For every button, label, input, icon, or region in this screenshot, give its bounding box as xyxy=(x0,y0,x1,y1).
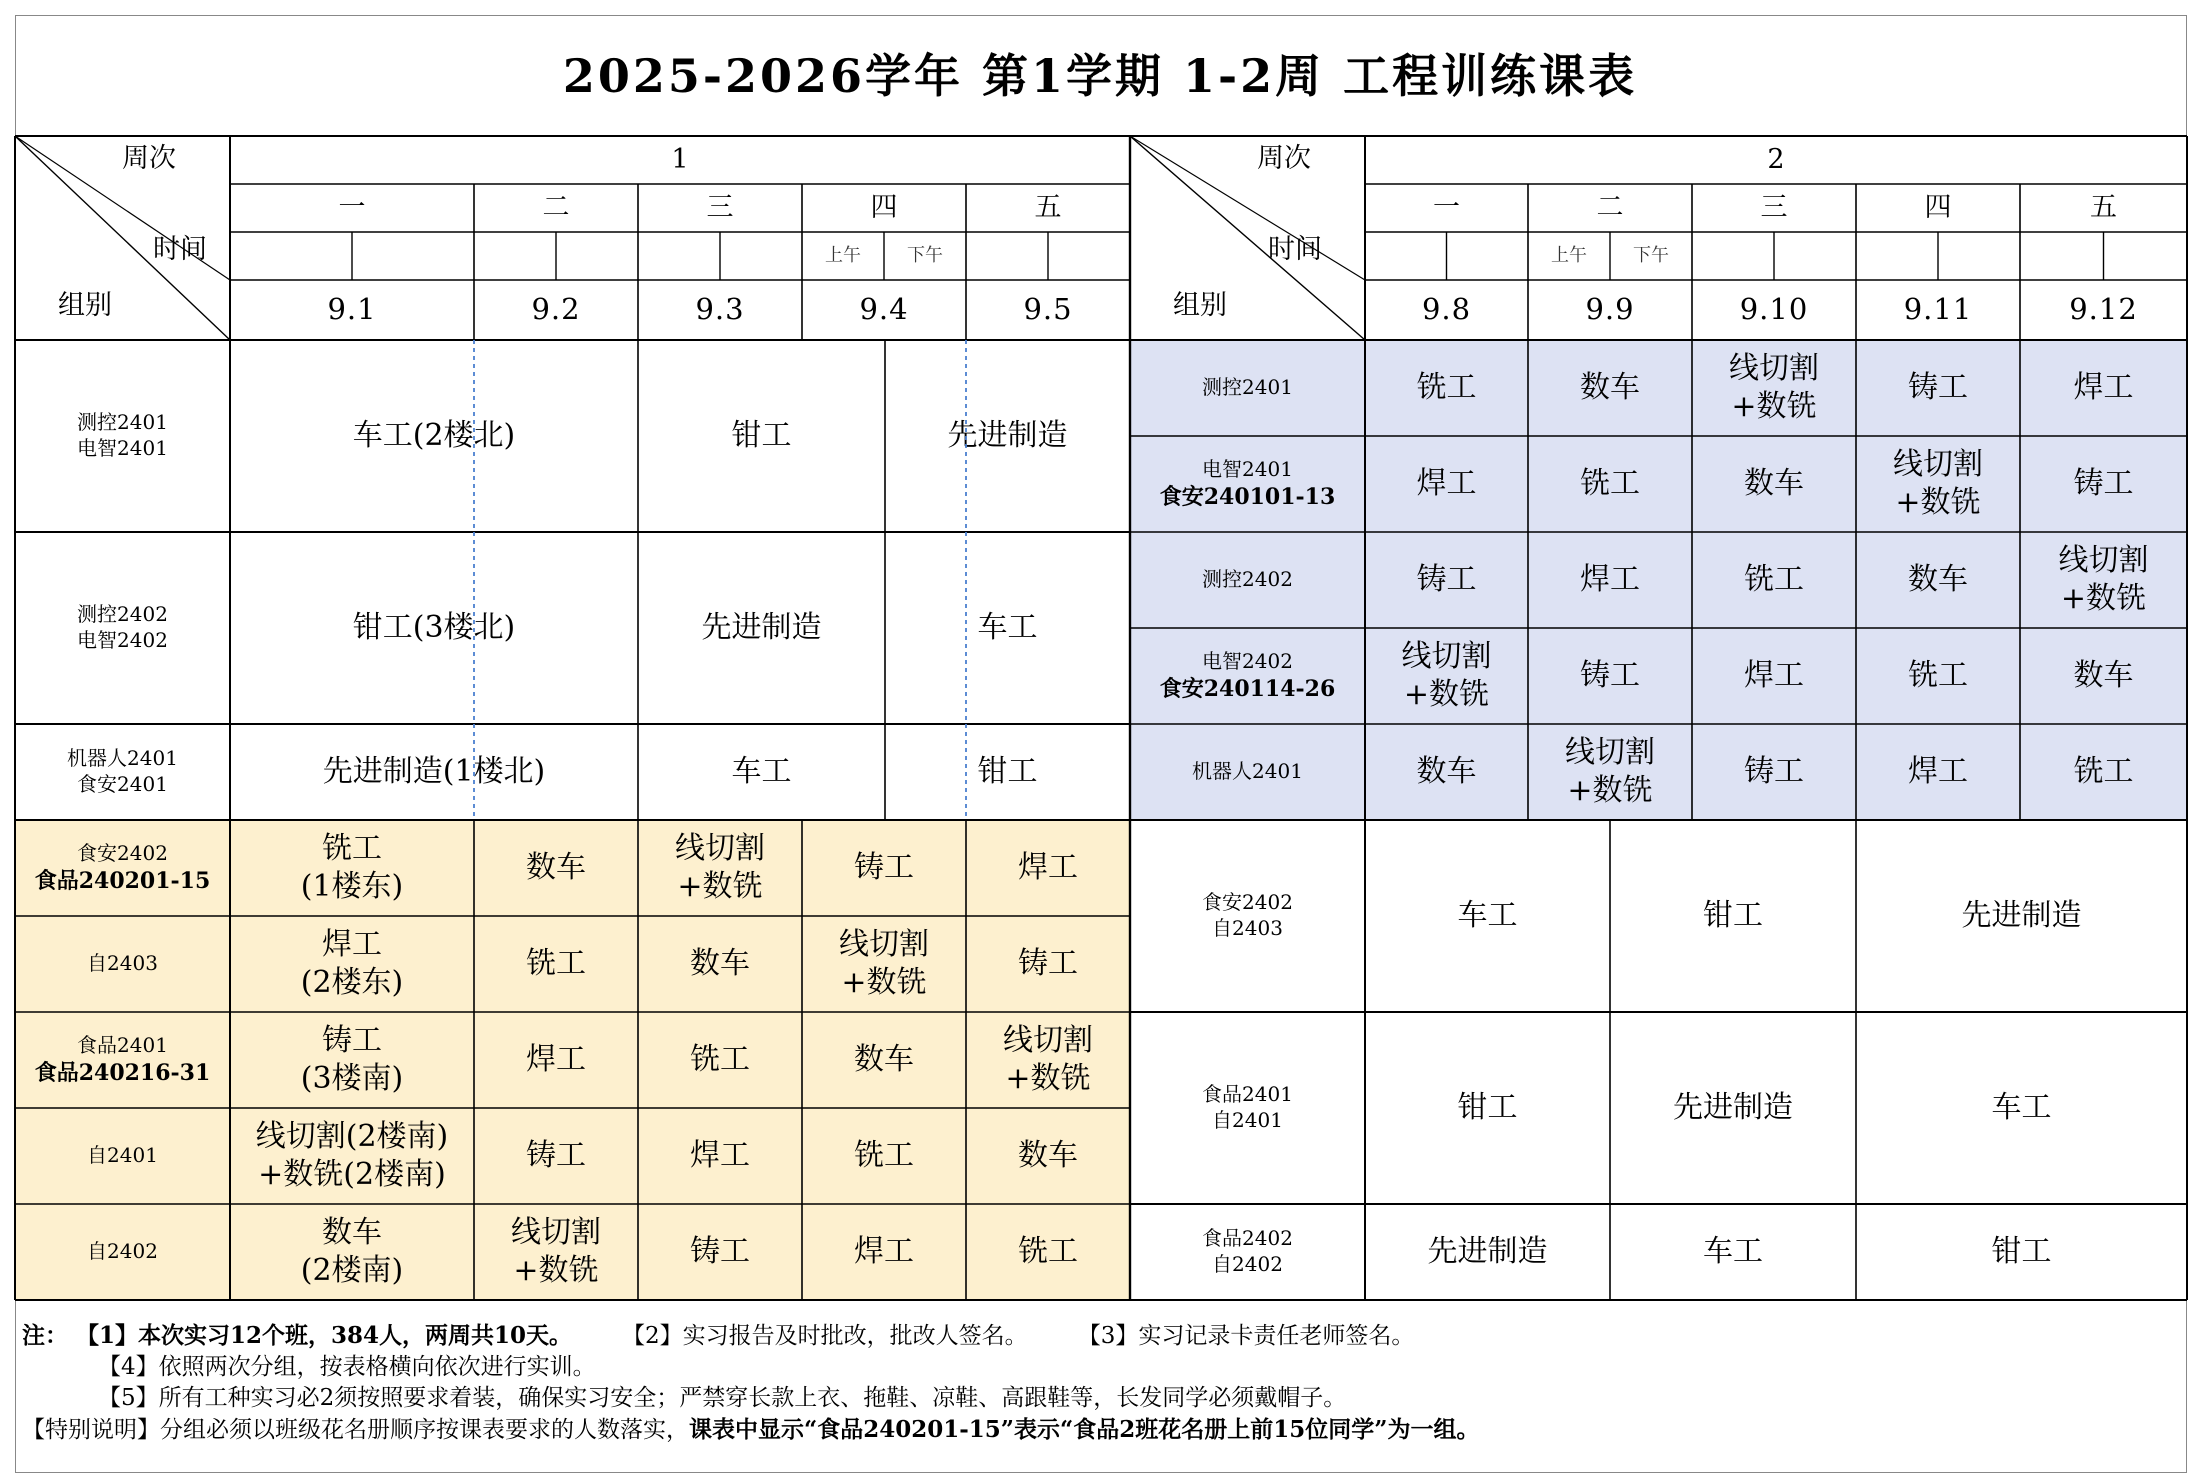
week1-row-5-day-3: 铸工 xyxy=(690,1233,750,1269)
week2-row-3-group: 测控2402 xyxy=(1202,567,1293,592)
week1-row-2-day-5: 铸工 xyxy=(1018,945,1078,981)
week2-row-4-day-1: 线切割 +数铣 xyxy=(1401,638,1492,712)
week2-day-3: 三 xyxy=(1760,191,1788,223)
week2-row-5-day-3: 铸工 xyxy=(1744,753,1804,789)
week1-row-1-day-4: 铸工 xyxy=(854,849,914,885)
week2-group-1-course-2: 钳工 xyxy=(1703,897,1763,933)
week1-pm-label: 下午 xyxy=(907,245,943,267)
week2-row-3-day-4: 数车 xyxy=(1908,561,1968,597)
week1-group-2-course-1: 钳工(3楼北) xyxy=(352,609,516,645)
week2-date-2: 9.9 xyxy=(1585,292,1635,327)
week1-day-4: 四 xyxy=(870,191,898,223)
week2-row-4-group: 电智2402 食安240114-26 xyxy=(1159,649,1336,702)
week2-row-1-day-2: 数车 xyxy=(1580,369,1640,405)
week2-row-4-day-3: 焊工 xyxy=(1744,657,1804,693)
week1-row-1-group: 食安2402 食品240201-15 xyxy=(34,841,211,894)
week2-group-3-course-1: 先进制造 xyxy=(1427,1233,1548,1269)
week1-row-3-day-1: 铸工 (3楼南) xyxy=(300,1022,404,1096)
week2-group-2-course-1: 钳工 xyxy=(1457,1089,1518,1125)
week2-group-2-course-2: 先进制造 xyxy=(1673,1089,1793,1125)
w1-diag-1 xyxy=(15,136,230,340)
week2-row-1-day-5: 焊工 xyxy=(2073,369,2134,405)
week1-group-2-course-3: 车工 xyxy=(977,609,1038,645)
week2-row-3-day-2: 焊工 xyxy=(1580,561,1640,597)
week1-day-3: 三 xyxy=(706,191,734,223)
week2-day-1: 一 xyxy=(1433,191,1460,223)
week1-date-5: 9.5 xyxy=(1023,292,1073,327)
week1-row-1-day-1: 铣工 (1楼东) xyxy=(300,830,404,904)
week2-pm-label: 下午 xyxy=(1633,245,1669,267)
week1-date-4: 9.4 xyxy=(859,292,909,327)
week1-am-label: 上午 xyxy=(825,245,861,267)
week2-row-3-day-3: 铣工 xyxy=(1744,561,1804,597)
week1-row-4-day-5: 数车 xyxy=(1018,1137,1078,1173)
week1-row-2-day-4: 线切割 +数铣 xyxy=(839,926,929,1000)
week2-week-label: 周次 xyxy=(1257,142,1311,174)
week1-day-5: 五 xyxy=(1034,191,1062,223)
week2-group-1-course-3: 先进制造 xyxy=(1961,897,2082,933)
week2-row-2-day-5: 铸工 xyxy=(2073,465,2134,501)
week2-group-3: 食品2402 自2402 xyxy=(1202,1226,1293,1276)
week2-row-2-day-3: 数车 xyxy=(1744,465,1804,501)
notes xyxy=(22,1320,2182,1446)
week1-row-3-day-3: 铣工 xyxy=(690,1041,750,1077)
week2-row-1-day-4: 铸工 xyxy=(1908,369,1968,405)
week1-row-4-day-3: 焊工 xyxy=(690,1137,750,1173)
week2-date-4: 9.11 xyxy=(1903,292,1973,327)
week1-day-1: 一 xyxy=(338,191,366,223)
week1-row-5-group: 自2402 xyxy=(87,1239,158,1264)
w1-diag-2 xyxy=(15,136,230,280)
week2-time-label: 时间 xyxy=(1268,233,1322,265)
week1-row-4-day-2: 铸工 xyxy=(526,1137,586,1173)
week1-row-1-day-5: 焊工 xyxy=(1018,849,1078,885)
week2-group-1-course-1: 车工 xyxy=(1457,897,1518,933)
week1-time-label: 时间 xyxy=(153,233,207,265)
week1-group-2: 测控2402 电智2402 xyxy=(77,602,168,652)
week1-group-1: 测控2401 电智2401 xyxy=(77,410,168,460)
week2-row-1-day-3: 线切割 +数铣 xyxy=(1729,350,1819,424)
week2-row-5-group: 机器人2401 xyxy=(1192,759,1303,784)
week1-group-2-course-2: 先进制造 xyxy=(701,609,822,645)
week1-row-3-group: 食品2401 食品240216-31 xyxy=(34,1033,211,1086)
w2-diag-2 xyxy=(1130,136,1365,280)
page-title: 2025-2026学年 第1学期 1-2周 工程训练课表 xyxy=(562,49,1638,103)
week1-group-3: 机器人2401 食安2401 xyxy=(67,746,178,796)
week2-date-3: 9.10 xyxy=(1739,292,1809,327)
week1-row-2-day-3: 数车 xyxy=(690,945,750,981)
week2-week-number: 2 xyxy=(1767,143,1785,175)
week1-group-1-course-2: 钳工 xyxy=(731,417,792,453)
week1-row-2-day-2: 铣工 xyxy=(526,945,586,981)
week1-date-2: 9.2 xyxy=(531,292,581,327)
week2-row-3-day-1: 铸工 xyxy=(1416,561,1477,597)
week1-row-4-group: 自2401 xyxy=(87,1143,158,1168)
note-3: 【3】实习记录卡责任老师签名。 xyxy=(1077,1323,1415,1349)
week1-date-1: 9.1 xyxy=(327,292,377,327)
week2-row-5-day-4: 焊工 xyxy=(1908,753,1968,789)
week1-row-5-day-2: 线切割 +数铣 xyxy=(511,1214,601,1288)
week1-group-label: 组别 xyxy=(58,289,112,321)
note-4: 【4】依照两次分组，按表格横向依次进行实训。 xyxy=(98,1354,596,1380)
week2-group-1: 食安2402 自2403 xyxy=(1202,890,1293,940)
week2-row-4-day-5: 数车 xyxy=(2073,657,2134,693)
week1-group-3-course-1: 先进制造(1楼北) xyxy=(322,753,546,789)
week2-am-label: 上午 xyxy=(1551,245,1587,267)
week1-row-5-day-1: 数车 (2楼南) xyxy=(300,1214,404,1288)
week2-row-5-day-1: 数车 xyxy=(1416,753,1477,789)
week2-row-5-day-5: 铣工 xyxy=(2073,753,2134,789)
week2-day-2: 二 xyxy=(1596,191,1624,223)
note-1: 注： 【1】本次实习12个班，384人，两周共10天。 xyxy=(22,1322,573,1349)
w2-diag-1 xyxy=(1130,136,1365,340)
week1-row-4-day-4: 铣工 xyxy=(854,1137,914,1173)
week1-row-1-day-2: 数车 xyxy=(526,849,586,885)
week1-row-5-day-5: 铣工 xyxy=(1018,1233,1078,1269)
week1-row-3-day-4: 数车 xyxy=(854,1041,914,1077)
week2-date-1: 9.8 xyxy=(1421,292,1472,327)
note-special-a: 【特别说明】分组必须以班级花名册顺序按课表要求的人数落实， xyxy=(22,1417,689,1443)
week1-week-number: 1 xyxy=(671,143,689,175)
week1-row-1-day-3: 线切割 +数铣 xyxy=(675,830,765,904)
note-special-b: 课表中显示“食品240201-15”表示“食品2班花名册上前15位同学”为一组。 xyxy=(689,1416,1480,1443)
week2-group-2-course-3: 车工 xyxy=(1991,1089,2052,1125)
week1-row-4-day-1: 线切割(2楼南) +数铣(2楼南) xyxy=(255,1118,449,1192)
week2-row-1-group: 测控2401 xyxy=(1202,375,1293,400)
week2-row-4-day-2: 铸工 xyxy=(1580,657,1640,693)
week2-row-3-day-5: 线切割 +数铣 xyxy=(2058,542,2149,616)
week2-row-2-day-1: 焊工 xyxy=(1416,465,1477,501)
week2-row-5-day-2: 线切割 +数铣 xyxy=(1565,734,1655,808)
week1-date-3: 9.3 xyxy=(695,292,745,327)
week1-row-3-day-2: 焊工 xyxy=(526,1041,586,1077)
note-5: 【5】所有工种实习必2须按照要求着装，确保实习安全；严禁穿长款上衣、拖鞋、凉鞋、高跟鞋等，长发同学必须戴帽子。 xyxy=(98,1385,1347,1411)
week1-week-label: 周次 xyxy=(122,142,176,174)
week1-group-1-course-3: 先进制造 xyxy=(947,417,1068,453)
week2-row-2-group: 电智2401 食安240101-13 xyxy=(1159,457,1336,510)
week2-group-label: 组别 xyxy=(1173,289,1227,321)
week1-group-3-course-2: 车工 xyxy=(731,753,792,789)
week2-day-5: 五 xyxy=(2090,191,2117,223)
week2-group-3-course-3: 钳工 xyxy=(1991,1233,2052,1269)
week2-row-2-day-4: 线切割 +数铣 xyxy=(1893,446,1983,520)
week1-row-3-day-5: 线切割 +数铣 xyxy=(1003,1022,1093,1096)
week1-row-5-day-4: 焊工 xyxy=(854,1233,914,1269)
week2-row-1-day-1: 铣工 xyxy=(1416,369,1477,405)
week1-group-3-course-3: 钳工 xyxy=(977,753,1038,789)
note-2: 【2】实习报告及时批改，批改人签名。 xyxy=(622,1323,1028,1349)
week2-row-4-day-4: 铣工 xyxy=(1908,657,1968,693)
week1-row-2-group: 自2403 xyxy=(87,951,158,976)
week2-date-5: 9.12 xyxy=(2069,292,2138,327)
week2-group-3-course-2: 车工 xyxy=(1703,1233,1763,1269)
week2-group-2: 食品2401 自2401 xyxy=(1202,1082,1293,1132)
week1-day-2: 二 xyxy=(542,191,570,223)
week2-row-2-day-2: 铣工 xyxy=(1580,465,1640,501)
week1-row-2-day-1: 焊工 (2楼东) xyxy=(300,926,404,1000)
week2-day-4: 四 xyxy=(1924,191,1952,223)
week1-group-1-course-1: 车工(2楼北) xyxy=(352,417,516,453)
